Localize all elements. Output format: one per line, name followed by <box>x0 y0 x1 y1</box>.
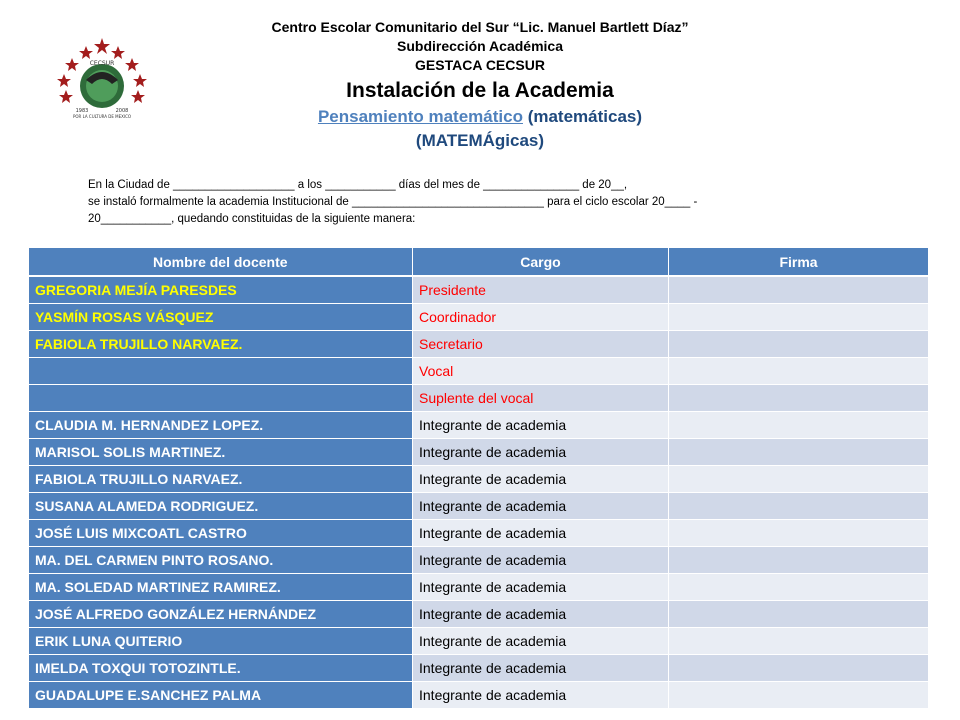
docente-name: GUADALUPE E.SANCHEZ PALMA <box>29 682 413 709</box>
firma-cell[interactable] <box>669 655 929 682</box>
cargo-cell: Integrante de academia <box>413 493 669 520</box>
firma-cell[interactable] <box>669 520 929 547</box>
logo-motto: POR LA CULTURA DE MEXICO <box>72 114 132 119</box>
logo-year-left: 1983 <box>75 108 89 114</box>
subtitle-rest: (matemáticas) <box>522 107 643 126</box>
cargo-cell: Secretario <box>413 331 669 358</box>
firma-cell[interactable] <box>669 358 929 385</box>
subtitle-secondary: (MATEMÁgicas) <box>415 131 545 150</box>
firma-cell[interactable] <box>669 574 929 601</box>
header-nombre: Nombre del docente <box>29 248 413 276</box>
header-firma: Firma <box>669 248 929 276</box>
table-row <box>29 682 929 709</box>
cargo-cell: Integrante de academia <box>413 682 669 709</box>
logo-year-right: 2008 <box>115 108 129 114</box>
docente-name: MA. DEL CARMEN PINTO ROSANO. <box>29 547 413 574</box>
firma-cell[interactable] <box>669 412 929 439</box>
table-row <box>29 574 929 601</box>
firma-cell[interactable] <box>669 682 929 709</box>
table-row <box>29 520 929 547</box>
cargo-cell: Integrante de academia <box>413 466 669 493</box>
table-row <box>29 276 929 304</box>
table-row <box>29 358 929 385</box>
firma-cell[interactable] <box>669 385 929 412</box>
document-header <box>180 18 780 153</box>
firma-cell[interactable] <box>669 601 929 628</box>
page-title: Instalación de la Academia <box>346 79 614 102</box>
firma-cell[interactable] <box>669 439 929 466</box>
table-row <box>29 655 929 682</box>
installation-paragraph <box>88 177 868 228</box>
paragraph-line-1: En la Ciudad de ___________________ a los ___________ días del mes de _______________ de 20__, <box>88 179 628 191</box>
table-header-row <box>29 248 929 276</box>
firma-cell[interactable] <box>669 547 929 574</box>
docente-name: SUSANA ALAMEDA RODRIGUEZ. <box>29 493 413 520</box>
cargo-cell: Integrante de academia <box>413 628 669 655</box>
firma-cell[interactable] <box>669 331 929 358</box>
docente-name: MARISOL SOLIS MARTINEZ. <box>29 439 413 466</box>
docente-name <box>29 358 413 385</box>
school-name: Centro Escolar Comunitario del Sur “Lic. Manuel Bartlett Díaz” <box>271 19 689 35</box>
docente-name: FABIOLA TRUJILLO NARVAEZ. <box>29 466 413 493</box>
cargo-cell: Integrante de academia <box>413 574 669 601</box>
table-row <box>29 601 929 628</box>
docente-name: CLAUDIA M. HERNANDEZ LOPEZ. <box>29 412 413 439</box>
table-row <box>29 412 929 439</box>
cargo-cell: Vocal <box>413 358 669 385</box>
table-row <box>29 628 929 655</box>
firma-cell[interactable] <box>669 276 929 304</box>
firma-cell[interactable] <box>669 304 929 331</box>
firma-cell[interactable] <box>669 493 929 520</box>
docente-name: FABIOLA TRUJILLO NARVAEZ. <box>29 331 413 358</box>
unit-name: GESTACA CECSUR <box>415 57 545 73</box>
firma-cell[interactable] <box>669 466 929 493</box>
header-cargo: Cargo <box>413 248 669 276</box>
paragraph-line-3: 20___________, quedando constituidas de la siguiente manera: <box>88 213 416 225</box>
cargo-cell: Suplente del vocal <box>413 385 669 412</box>
cargo-cell: Integrante de academia <box>413 439 669 466</box>
docente-name: JOSÉ ALFREDO GONZÁLEZ HERNÁNDEZ <box>29 601 413 628</box>
docente-name <box>29 385 413 412</box>
docente-name: JOSÉ LUIS MIXCOATL CASTRO <box>29 520 413 547</box>
table-row <box>29 466 929 493</box>
paragraph-line-2: se instaló formalmente la academia Institucional de ______________________________ para el ciclo escolar 20____ - <box>88 196 698 208</box>
table-row <box>29 547 929 574</box>
table-row <box>29 385 929 412</box>
table-row <box>29 304 929 331</box>
subtitle <box>180 105 780 129</box>
cargo-cell: Integrante de academia <box>413 655 669 682</box>
cargo-cell: Integrante de academia <box>413 601 669 628</box>
academy-members-table <box>28 248 929 709</box>
school-logo <box>52 34 152 120</box>
logo-seal-text: CECSUR <box>89 60 115 67</box>
docente-name: GREGORIA MEJÍA PARESDES <box>29 276 413 304</box>
docente-name: ERIK LUNA QUITERIO <box>29 628 413 655</box>
cargo-cell: Integrante de academia <box>413 547 669 574</box>
table-row <box>29 331 929 358</box>
cargo-cell: Presidente <box>413 276 669 304</box>
cargo-cell: Integrante de academia <box>413 412 669 439</box>
firma-cell[interactable] <box>669 628 929 655</box>
docente-name: IMELDA TOXQUI TOTOZINTLE. <box>29 655 413 682</box>
cargo-cell: Integrante de academia <box>413 520 669 547</box>
department-name: Subdirección Académica <box>397 38 563 54</box>
cargo-cell: Coordinador <box>413 304 669 331</box>
subtitle-link[interactable]: Pensamiento matemático <box>317 107 523 126</box>
docente-name: MA. SOLEDAD MARTINEZ RAMIREZ. <box>29 574 413 601</box>
table-row <box>29 439 929 466</box>
docente-name: YASMÍN ROSAS VÁSQUEZ <box>29 304 413 331</box>
table-row <box>29 493 929 520</box>
